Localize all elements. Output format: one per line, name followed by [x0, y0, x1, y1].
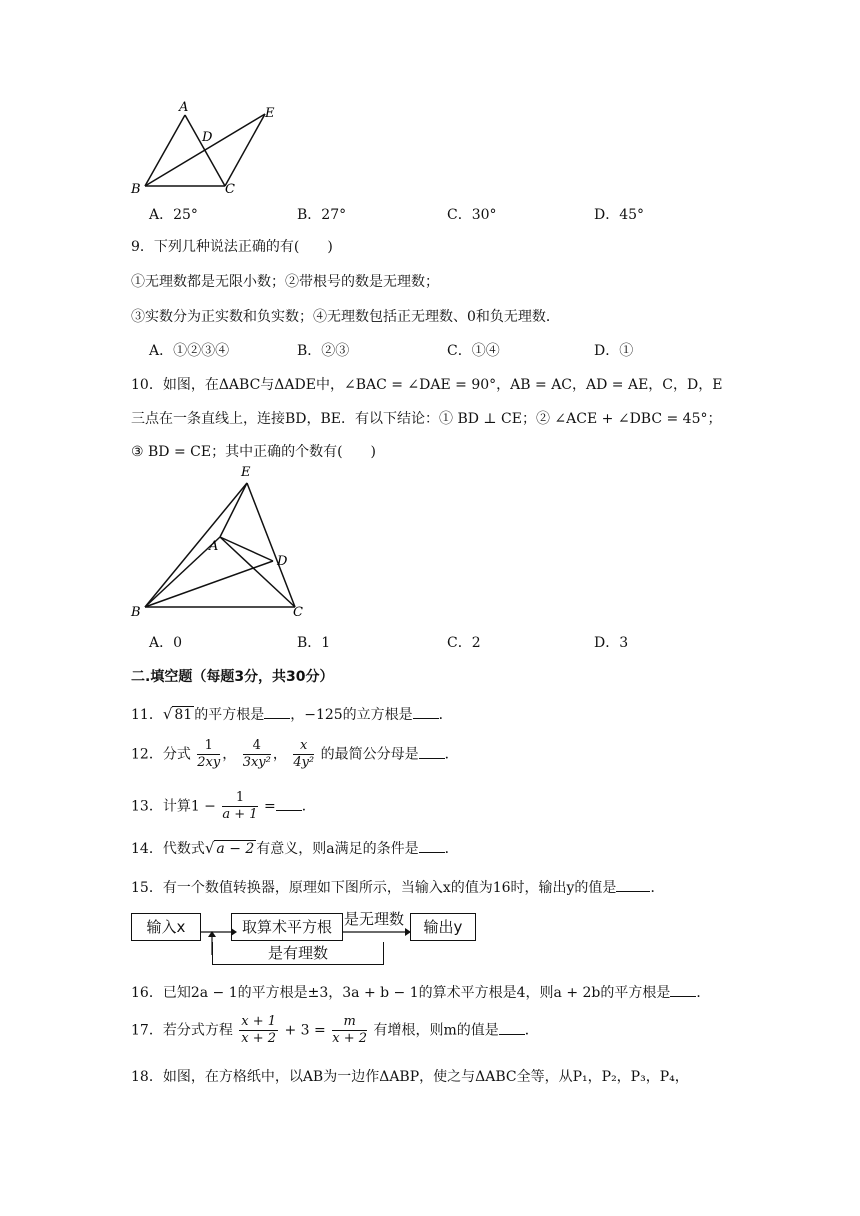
- fig8-label-e: E: [265, 106, 275, 121]
- q9-line1: ①无理数都是无限小数；②带根号的数是无理数；: [131, 274, 439, 290]
- q10-option-a: A．0: [149, 635, 183, 651]
- fig10-label-a: A: [209, 539, 219, 554]
- q10-option-d: D．3: [594, 635, 629, 651]
- flow-arrows: [195, 915, 415, 955]
- q9-line2: ③实数分为正实数和负实数；④无理数包括正无理数、0和负无理数．: [131, 309, 560, 325]
- q10-line2: 三点在一条直线上，连接BD，BE．有以下结论：① BD ⊥ CE；② ∠ACE + ∠DBC = 45°；: [131, 411, 722, 427]
- q11: 11．√ 81 的平方根是 ，−125的立方根是 ．: [131, 705, 453, 723]
- fig10-label-d: D: [277, 554, 288, 569]
- fig8-label-c: C: [225, 182, 235, 197]
- fig10-label-b: B: [131, 605, 141, 620]
- fig8-label-b: B: [131, 182, 141, 197]
- q9-option-d: D．①: [594, 343, 634, 359]
- q9-option-c: C．①④: [447, 343, 500, 359]
- q8-option-a: A．25°: [149, 207, 198, 223]
- q9-stem: 9．下列几种说法正确的有( ): [131, 239, 333, 255]
- fig8-label-a: A: [179, 100, 189, 115]
- q9-option-b: B．②③: [297, 343, 350, 359]
- fig8-label-d: D: [202, 130, 213, 145]
- q13: 13．计算1 − $\frac{1}{a + 1}$ = ．: [131, 790, 316, 822]
- q16: 16．已知2a − 1的平方根是±3，3a + b − 1的算术平方根是4，则a + 2b的平方根是 ．: [131, 985, 711, 1001]
- flow-irrational-label: 是无理数: [344, 910, 405, 928]
- flow-rational-box: 是有理数: [212, 942, 384, 965]
- q8-option-b: B．27°: [297, 207, 347, 223]
- q10-line1: 10．如图，在ΔABC与ΔADE中，∠BAC = ∠DAE = 90°，AB = AC，AD = AE，C，D，E: [131, 377, 723, 393]
- q17: 17．若分式方程 $\frac{x + 1}{x + 2}$ + 3 = $\frac{m}{x + 2}$ 有增根，则m的值是 ．: [131, 1014, 539, 1046]
- q12: 12．分式 $\frac{1}{2xy}$ ， $\frac{4}{\text{3xy²}}$ ， $\frac{x}{\text{4y²}}$ 的最简公分母是 ．: [131, 738, 459, 770]
- q8-option-c: C．30°: [447, 207, 497, 223]
- flow-input-box: 输入x: [131, 913, 201, 941]
- q8-figure: [125, 95, 285, 200]
- fig10-label-c: C: [293, 605, 303, 620]
- q15: 15．有一个数值转换器，原理如下图所示，当输入x的值为16时，输出y的值是 ．: [131, 880, 665, 896]
- section-2-heading: 二.填空题（每题3分，共30分）: [131, 669, 334, 685]
- fig10-label-e: E: [241, 465, 251, 480]
- flow-process-box: 取算术平方根: [231, 913, 343, 941]
- q14: 14．代数式√ a − 2 有意义，则a满足的条件是 ．: [131, 839, 459, 857]
- q10-figure: [125, 460, 315, 620]
- q18: 18．如图，在方格纸中，以AB为一边作ΔABP，使之与ΔABC全等，从P₁，P₂，P₃，P₄，: [131, 1069, 689, 1085]
- q8-option-d: D．45°: [594, 207, 645, 223]
- q10-line3: ③ BD = CE；其中正确的个数有( ): [131, 444, 376, 460]
- q9-option-a: A．①②③④: [149, 343, 230, 359]
- q10-option-c: C．2: [447, 635, 481, 651]
- flow-output-box: 输出y: [410, 913, 476, 941]
- q10-option-b: B．1: [297, 635, 331, 651]
